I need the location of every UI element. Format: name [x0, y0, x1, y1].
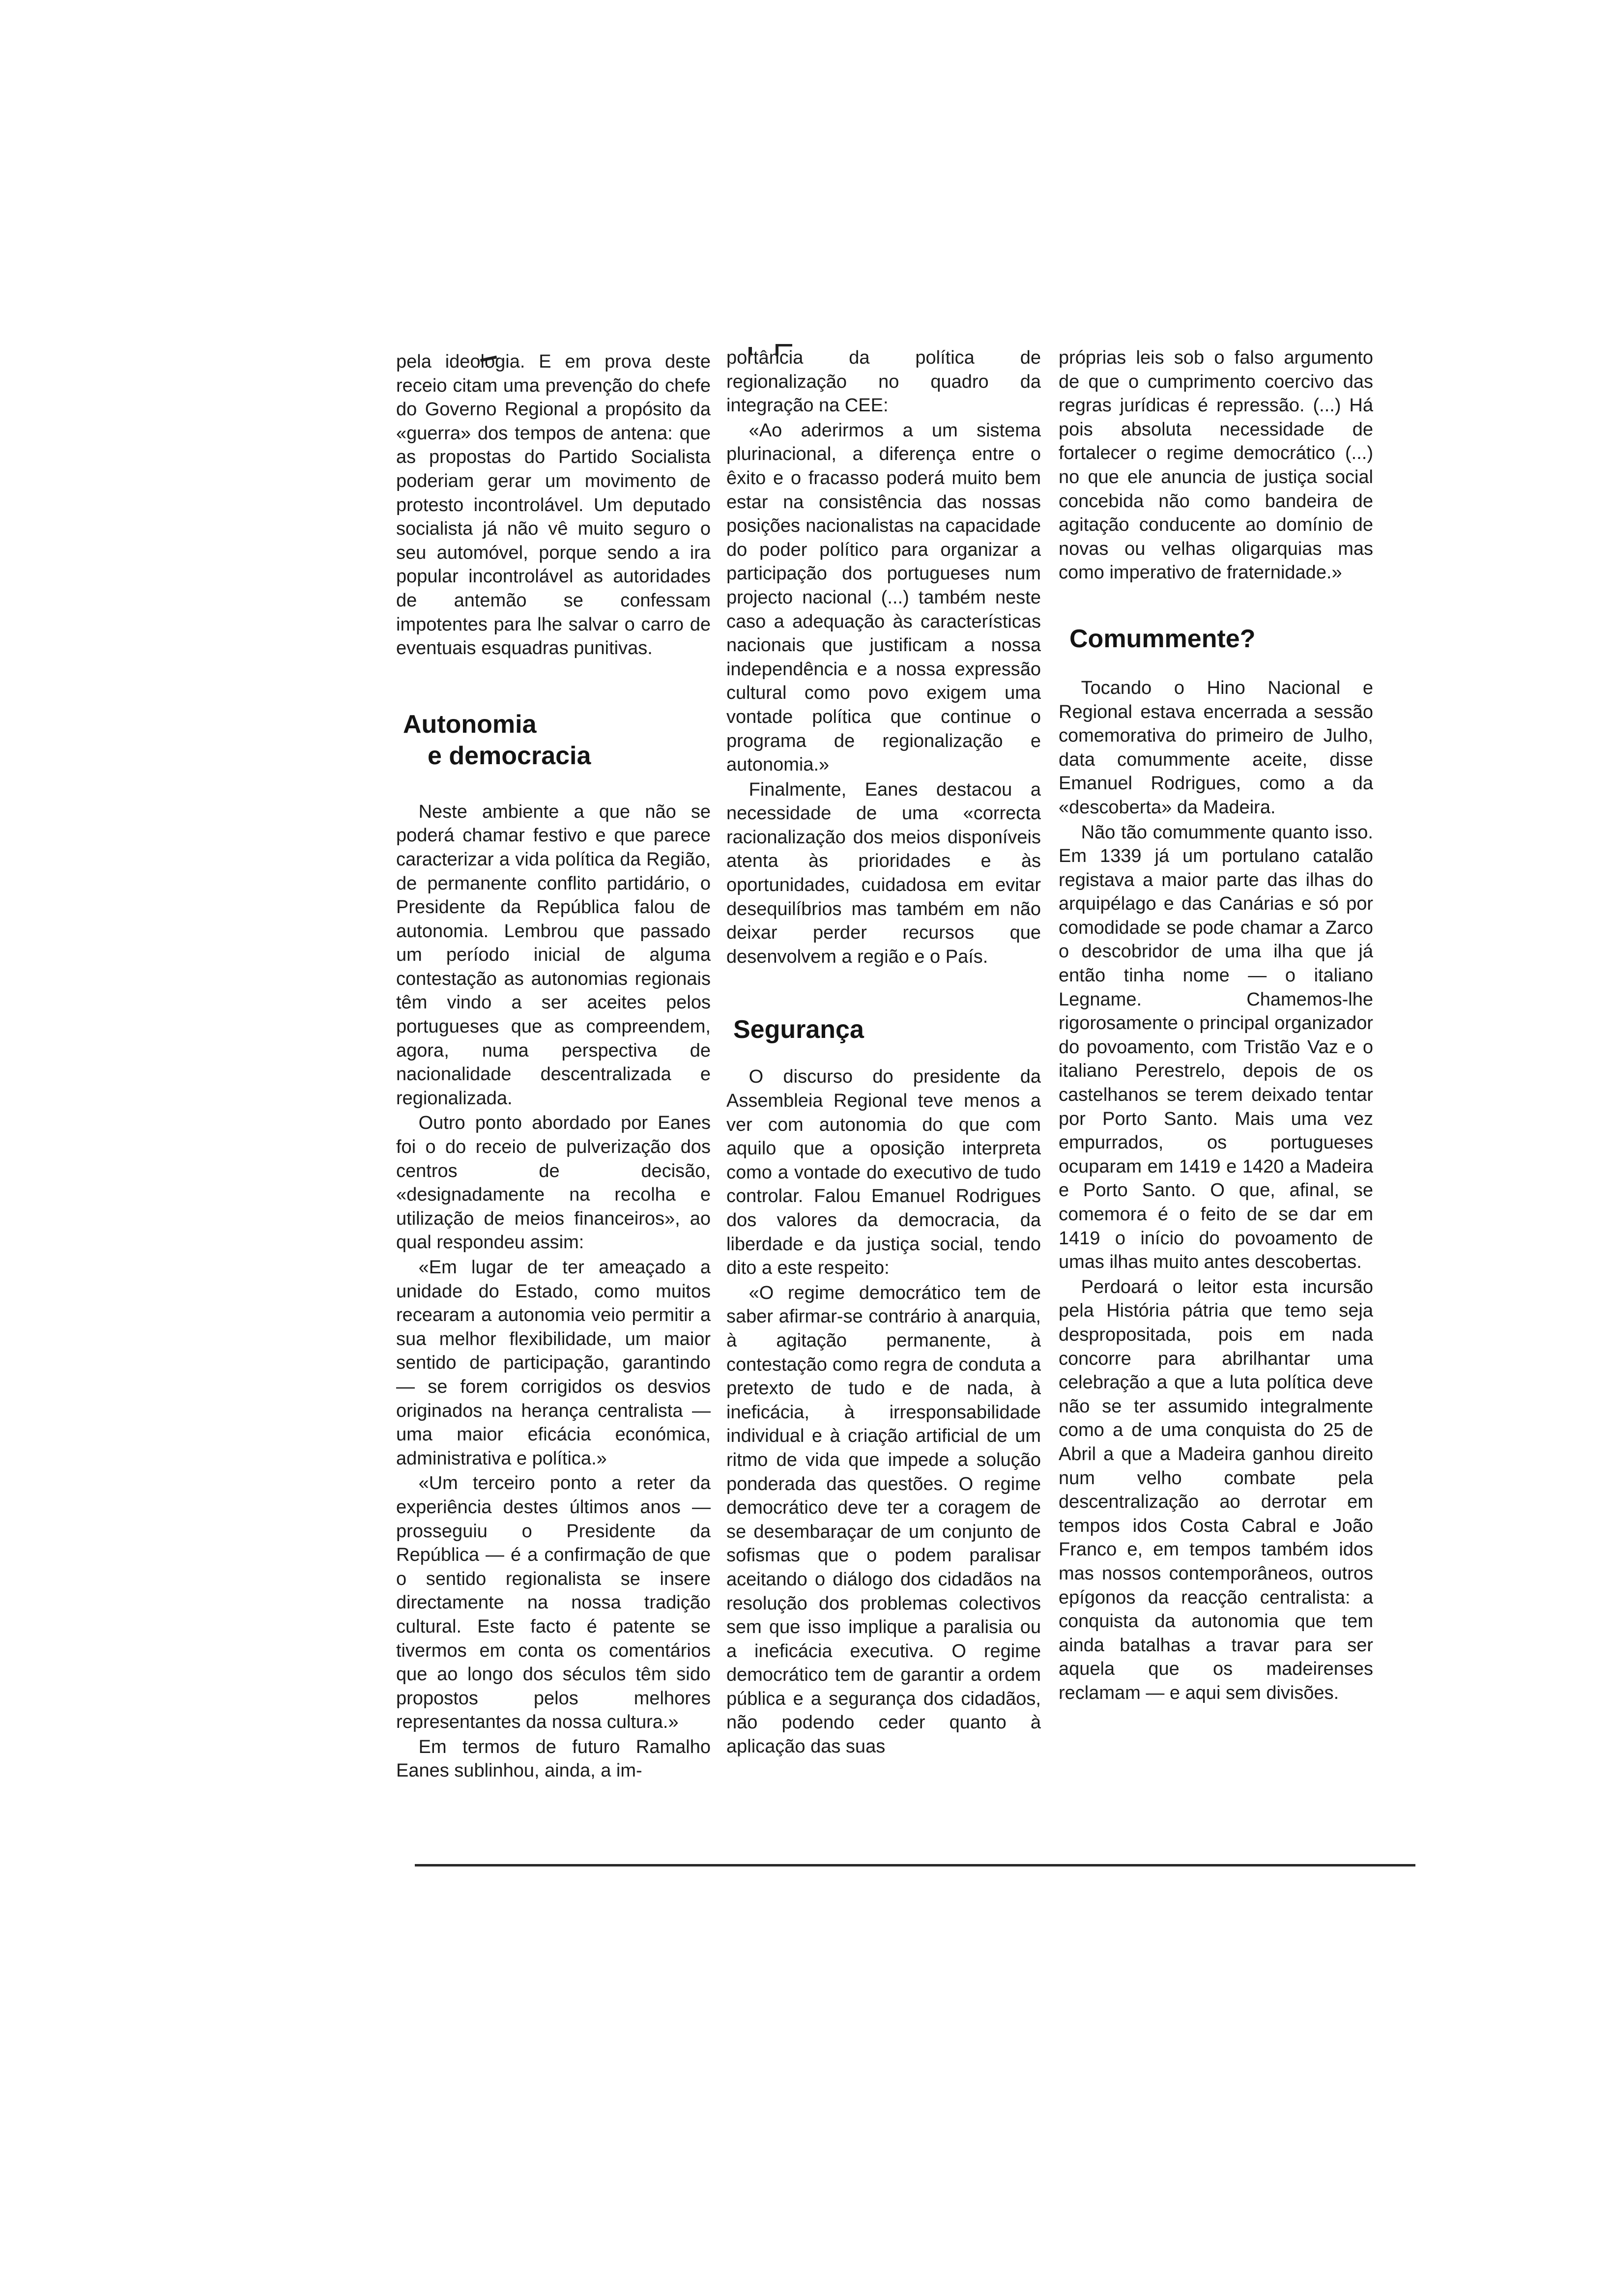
- article-column-3: [1059, 346, 1373, 1705]
- section-heading-autonomia: Autonomia: [403, 710, 537, 739]
- paragraph: próprias leis sob o falso argumento de que o cumprimento coercivo das regras jurídicas é repressão. (...) Há pois absoluta necessidade de fortalecer o regime democrático (...) no que ele anuncia de justiça social concebida não como bandeira de agitação conducente ao domínio de novas ou velhas oligarquias mas como imperativo de fraternidade.»: [1059, 347, 1373, 583]
- paragraph: portância da política de regionalização no quadro da integração na CEE:: [726, 347, 1041, 416]
- quote-paragraph: «Um terceiro ponto a reter da experiência destes últimos anos — prosseguiu o Presidente da República — é a confirmação de que o sentido regionalista se insere directamente na nossa tradição cultural. Este facto é patente se tivermos em conta os comentários que ao longo dos séculos têm sido propostos pelos melhores representantes da nossa cultura.»: [396, 1473, 711, 1733]
- bottom-rule: [415, 1864, 1415, 1866]
- paragraph: Em termos de futuro Ramalho Eanes sublinhou, ainda, a im-: [396, 1736, 711, 1781]
- paragraph: Outro ponto abordado por Eanes foi o do receio de pulverização dos centros de decisão, «designadamente na recolha e utilização de meios financeiros», ao qual respondeu assim:: [396, 1113, 711, 1253]
- quote-paragraph: «O regime democrático tem de saber afirmar-se contrário à anarquia, à agitação permanente, à contestação como regra de conduta a pretexto de tudo e de nada, à ineficácia, à irresponsabilidade individual e à criação artificial de um ritmo de vida que impede a solução ponderada das questões. O regime democrático deve ter a coragem de se desembaraçar de um conjunto de sofismas que o podem paralisar aceitando o diálogo dos cidadãos na resolução dos problemas colectivos sem que isso implique a paralisia ou a ineficácia executiva. O regime democrático tem de garantir a ordem pública e a segurança dos cidadãos, não podendo ceder quanto à aplicação das suas: [726, 1282, 1041, 1757]
- quote-paragraph: «Ao aderirmos a um sistema plurinacional, a diferença entre o êxito e o fracasso poderá muito bem estar na consistência das nossas posições nacionalistas na capacidade do poder político para organizar a participação dos portugueses num projecto nacional (...) também neste caso a adequação às características nacionais que justificam a nossa independência e a nossa expressão cultural como povo exigem uma vontade política que continue o programa de regionalização e autonomia.»: [726, 420, 1041, 775]
- article-column-1: [396, 350, 711, 1783]
- section-heading-seguranca: Segurança: [733, 1015, 864, 1044]
- paragraph: O discurso do presidente da Assembleia Regional teve menos a ver com autonomia do que com aquilo que a oposição interpreta como a vontade do executivo de tudo controlar. Falou Emanuel Rodrigues dos valores da democracia, da liberdade e da justiça social, tendo dito a este respeito:: [726, 1066, 1041, 1279]
- paragraph: Não tão comummente quanto isso. Em 1339 já um portulano catalão registava a maior parte das ilhas do arquipélago e das Canárias e só por comodidade se pode chamar a Zarco o descobridor de uma ilha que já então tinha nome — o italiano Legname. Chamemos-lhe rigorosamente o principal organizador do povoamento, com Tristão Vaz e o italiano Perestrelo, depois de os castelhanos se terem deixado tentar por Porto Santo. Mais uma vez empurrados, os portugueses ocuparam em 1419 e 1420 a Madeira e Porto Santo. O que, afinal, se comemora é o feito de se dar em 1419 o início do povoamento de umas ilhas muito antes descobertas.: [1059, 822, 1373, 1273]
- quote-paragraph: «Em lugar de ter ameaçado a unidade do Estado, como muitos recearam a autonomia veio permitir a sua melhor flexibilidade, um maior sentido de participação, garantindo — se forem corrigidos os desvios originados na herança centralista — uma maior eficácia económica, administrativa e política.»: [396, 1257, 711, 1469]
- article-column-2: [726, 346, 1041, 1759]
- section-heading-democracia: e democracia: [428, 741, 591, 770]
- paragraph: Perdoará o leitor esta incursão pela História pátria que temo seja despropositada, pois em nada concorre para abrilhantar uma celebração a que a luta política deve não se ter assumido integralmente como a de uma conquista do 25 de Abril a que a Madeira ganhou direito num velho combate pela descentralização ao derrotar em tempos idos Costa Cabral e João Franco e, em tempos também idos mas nossos contemporâneos, outros epígonos da reacção centralista: a conquista da autonomia que tem ainda batalhas a travar para ser aquela que os madeirenses reclamam — e aqui sem divisões.: [1059, 1276, 1373, 1703]
- section-heading-comummente: Comummente?: [1069, 624, 1256, 653]
- paragraph: Finalmente, Eanes destacou a necessidade de uma «correcta racionalização dos meios disponíveis atenta às prioridades e às oportunidades, cuidadosa em evitar desequilíbrios mas também em não deixar perder recursos que desenvolvem a região e o País.: [726, 779, 1041, 967]
- paragraph: Neste ambiente a que não se poderá chamar festivo e que parece caracterizar a vida política da Região, de permanente conflito partidário, o Presidente da República falou de autonomia. Lembrou que passado um período inicial de alguma contestação as autonomias regionais têm vindo a ser aceites pelos portugueses que as compreendem, agora, numa perspectiva de nacionalidade descentralizada e regionalizada.: [396, 801, 711, 1109]
- paragraph: Tocando o Hino Nacional e Regional estava encerrada a sessão comemorativa do primeiro de Julho, data comummente aceite, disse Emanuel Rodrigues, como a da «descoberta» da Madeira.: [1059, 677, 1373, 818]
- paragraph: pela ideologia. E em prova deste receio citam uma prevenção do chefe do Governo Regional a propósito da «guerra» dos tempos de antena: que as propostas do Partido Socialista poderiam gerar um movimento de protesto incontrolável. Um deputado socialista já não vê muito seguro o seu automóvel, porque sendo a ira popular incontrolável as autoridades de antemão se confessam impotentes para lhe salvar o carro de eventuais esquadras punitivas.: [396, 351, 711, 659]
